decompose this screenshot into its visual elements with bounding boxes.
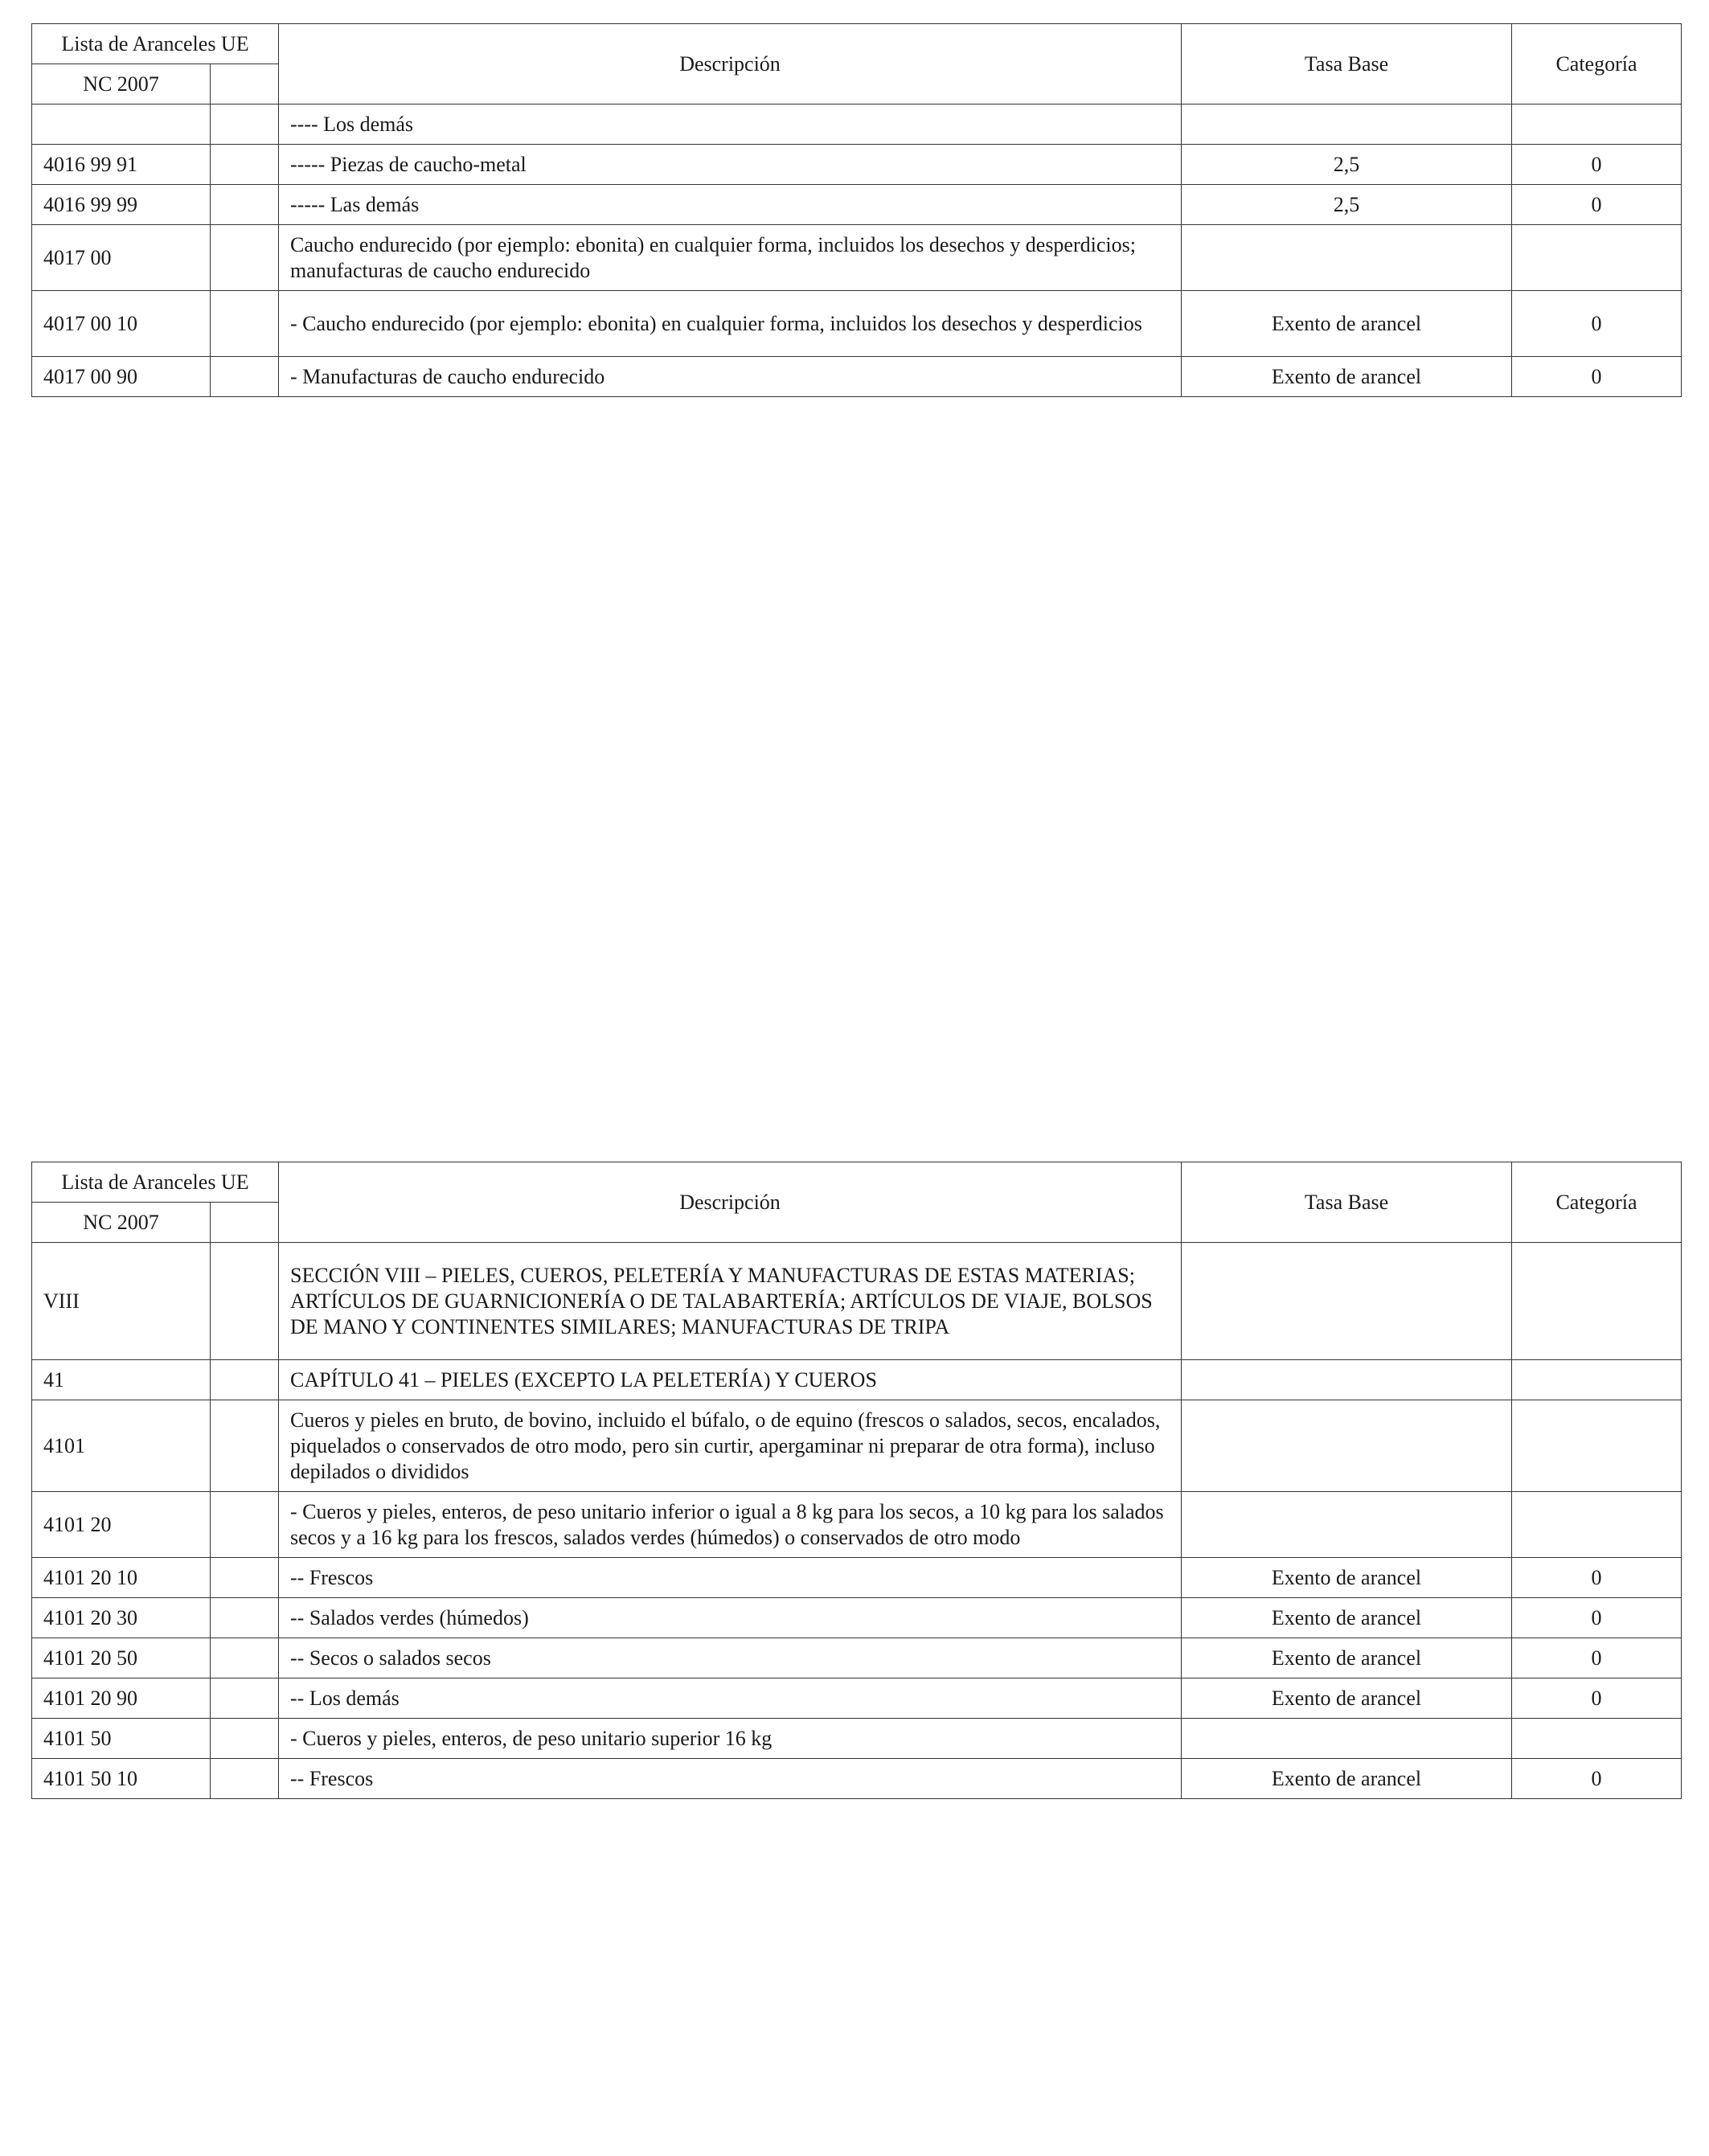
description-cell: ---- Los demás bbox=[279, 105, 1182, 145]
tasa-base-cell: Exento de arancel bbox=[1182, 291, 1512, 357]
categoria-cell bbox=[1512, 1719, 1682, 1759]
code-cell bbox=[32, 105, 211, 145]
description-cell: -- Salados verdes (húmedos) bbox=[279, 1598, 1182, 1638]
categoria-cell: 0 bbox=[1512, 1598, 1682, 1638]
tasa-base-cell bbox=[1182, 1360, 1512, 1400]
blank-cell bbox=[211, 1243, 279, 1360]
categoria-cell bbox=[1512, 1243, 1682, 1360]
description-cell: -- Los demás bbox=[279, 1678, 1182, 1719]
blank-cell bbox=[211, 1678, 279, 1719]
blank-cell bbox=[211, 225, 279, 291]
tasa-base-cell: Exento de arancel bbox=[1182, 1759, 1512, 1799]
table-row bbox=[32, 1400, 1682, 1492]
code-cell: 4016 99 99 bbox=[32, 185, 211, 225]
header-tasa-base: Tasa Base bbox=[1182, 1162, 1512, 1243]
blank-cell bbox=[211, 1360, 279, 1400]
header-categoria: Categoría bbox=[1512, 1162, 1682, 1243]
description-cell: - Cueros y pieles, enteros, de peso unitario inferior o igual a 8 kg para los secos, a 10 kg para los salados secos y a 16 kg para los frescos, salados verdes (húmedos) o conservados de otro modo bbox=[279, 1492, 1182, 1558]
header-nc-2007: NC 2007 bbox=[32, 1203, 211, 1243]
table-row bbox=[32, 105, 1682, 145]
tasa-base-cell: Exento de arancel bbox=[1182, 1678, 1512, 1719]
blank-cell bbox=[211, 185, 279, 225]
table-row bbox=[32, 357, 1682, 397]
table-row bbox=[32, 1678, 1682, 1719]
table-row bbox=[32, 1558, 1682, 1598]
code-cell: 4101 20 10 bbox=[32, 1558, 211, 1598]
code-cell: 4101 20 bbox=[32, 1492, 211, 1558]
code-cell: 4101 bbox=[32, 1400, 211, 1492]
code-cell: 4101 50 10 bbox=[32, 1759, 211, 1799]
description-cell: Caucho endurecido (por ejemplo: ebonita) en cualquier forma, incluidos los desechos y desperdicios; manufacturas de caucho endurecido bbox=[279, 225, 1182, 291]
tasa-base-cell: Exento de arancel bbox=[1182, 1598, 1512, 1638]
blank-cell bbox=[211, 145, 279, 185]
categoria-cell: 0 bbox=[1512, 1558, 1682, 1598]
blank-cell bbox=[211, 1558, 279, 1598]
table-row bbox=[32, 1638, 1682, 1678]
table-row bbox=[32, 185, 1682, 225]
header-descripcion: Descripción bbox=[279, 1162, 1182, 1243]
categoria-cell bbox=[1512, 1492, 1682, 1558]
tariff-table-1 bbox=[31, 23, 1682, 397]
code-cell: VIII bbox=[32, 1243, 211, 1360]
tasa-base-cell bbox=[1182, 1719, 1512, 1759]
header-lista-aranceles: Lista de Aranceles UE bbox=[32, 1162, 279, 1203]
table-row bbox=[32, 1492, 1682, 1558]
description-cell: - Manufacturas de caucho endurecido bbox=[279, 357, 1182, 397]
blank-cell bbox=[211, 1638, 279, 1678]
tasa-base-cell bbox=[1182, 1400, 1512, 1492]
tasa-base-cell: Exento de arancel bbox=[1182, 1638, 1512, 1678]
categoria-cell: 0 bbox=[1512, 291, 1682, 357]
header-row bbox=[32, 24, 1682, 64]
table-row bbox=[32, 1759, 1682, 1799]
header-lista-aranceles: Lista de Aranceles UE bbox=[32, 24, 279, 64]
header-row bbox=[32, 1162, 1682, 1203]
blank-cell bbox=[211, 1759, 279, 1799]
description-cell: CAPÍTULO 41 – PIELES (EXCEPTO LA PELETERÍA) Y CUEROS bbox=[279, 1360, 1182, 1400]
table-row bbox=[32, 291, 1682, 357]
categoria-cell: 0 bbox=[1512, 357, 1682, 397]
blank-cell bbox=[211, 1492, 279, 1558]
code-cell: 41 bbox=[32, 1360, 211, 1400]
description-cell: -- Frescos bbox=[279, 1759, 1182, 1799]
table-row bbox=[32, 145, 1682, 185]
categoria-cell bbox=[1512, 1360, 1682, 1400]
table-row bbox=[32, 225, 1682, 291]
tasa-base-cell bbox=[1182, 1243, 1512, 1360]
table-row bbox=[32, 1598, 1682, 1638]
code-cell: 4017 00 90 bbox=[32, 357, 211, 397]
blank-cell bbox=[211, 291, 279, 357]
description-cell: ----- Las demás bbox=[279, 185, 1182, 225]
tasa-base-cell: 2,5 bbox=[1182, 145, 1512, 185]
code-cell: 4017 00 10 bbox=[32, 291, 211, 357]
code-cell: 4017 00 bbox=[32, 225, 211, 291]
tariff-table-2 bbox=[31, 1162, 1682, 1799]
code-cell: 4101 50 bbox=[32, 1719, 211, 1759]
tasa-base-cell bbox=[1182, 105, 1512, 145]
categoria-cell: 0 bbox=[1512, 1759, 1682, 1799]
code-cell: 4101 20 30 bbox=[32, 1598, 211, 1638]
tasa-base-cell bbox=[1182, 1492, 1512, 1558]
header-blank-cell bbox=[211, 64, 279, 105]
categoria-cell bbox=[1512, 105, 1682, 145]
blank-cell bbox=[211, 1400, 279, 1492]
categoria-cell bbox=[1512, 225, 1682, 291]
header-tasa-base: Tasa Base bbox=[1182, 24, 1512, 105]
blank-cell bbox=[211, 105, 279, 145]
description-cell: - Cueros y pieles, enteros, de peso unitario superior 16 kg bbox=[279, 1719, 1182, 1759]
code-cell: 4016 99 91 bbox=[32, 145, 211, 185]
categoria-cell: 0 bbox=[1512, 185, 1682, 225]
code-cell: 4101 20 90 bbox=[32, 1678, 211, 1719]
description-cell: ----- Piezas de caucho-metal bbox=[279, 145, 1182, 185]
categoria-cell: 0 bbox=[1512, 1678, 1682, 1719]
header-blank-cell bbox=[211, 1203, 279, 1243]
blank-cell bbox=[211, 357, 279, 397]
code-cell: 4101 20 50 bbox=[32, 1638, 211, 1678]
table-row bbox=[32, 1360, 1682, 1400]
header-categoria: Categoría bbox=[1512, 24, 1682, 105]
header-descripcion: Descripción bbox=[279, 24, 1182, 105]
tasa-base-cell: Exento de arancel bbox=[1182, 357, 1512, 397]
categoria-cell: 0 bbox=[1512, 1638, 1682, 1678]
description-cell: -- Frescos bbox=[279, 1558, 1182, 1598]
categoria-cell: 0 bbox=[1512, 145, 1682, 185]
table-row bbox=[32, 1719, 1682, 1759]
description-cell: SECCIÓN VIII – PIELES, CUEROS, PELETERÍA Y MANUFACTURAS DE ESTAS MATERIAS; ARTÍCULOS DE GUARNICIONERÍA O DE TALABARTERÍA; ARTÍCULOS DE VIAJE, BOLSOS DE MANO Y CONTINENTES SIMILARES; MANUFACTURAS DE TRIPA bbox=[279, 1243, 1182, 1360]
tasa-base-cell: Exento de arancel bbox=[1182, 1558, 1512, 1598]
header-nc-2007: NC 2007 bbox=[32, 64, 211, 105]
description-cell: Cueros y pieles en bruto, de bovino, incluido el búfalo, o de equino (frescos o salados, secos, encalados, piquelados o conservados de otro modo, pero sin curtir, apergaminar ni preparar de otra forma), incluso depilados o divididos bbox=[279, 1400, 1182, 1492]
table-row bbox=[32, 1243, 1682, 1360]
tasa-base-cell bbox=[1182, 225, 1512, 291]
description-cell: -- Secos o salados secos bbox=[279, 1638, 1182, 1678]
description-cell: - Caucho endurecido (por ejemplo: ebonita) en cualquier forma, incluidos los desechos y desperdicios bbox=[279, 291, 1182, 357]
tasa-base-cell: 2,5 bbox=[1182, 185, 1512, 225]
blank-cell bbox=[211, 1598, 279, 1638]
blank-cell bbox=[211, 1719, 279, 1759]
categoria-cell bbox=[1512, 1400, 1682, 1492]
